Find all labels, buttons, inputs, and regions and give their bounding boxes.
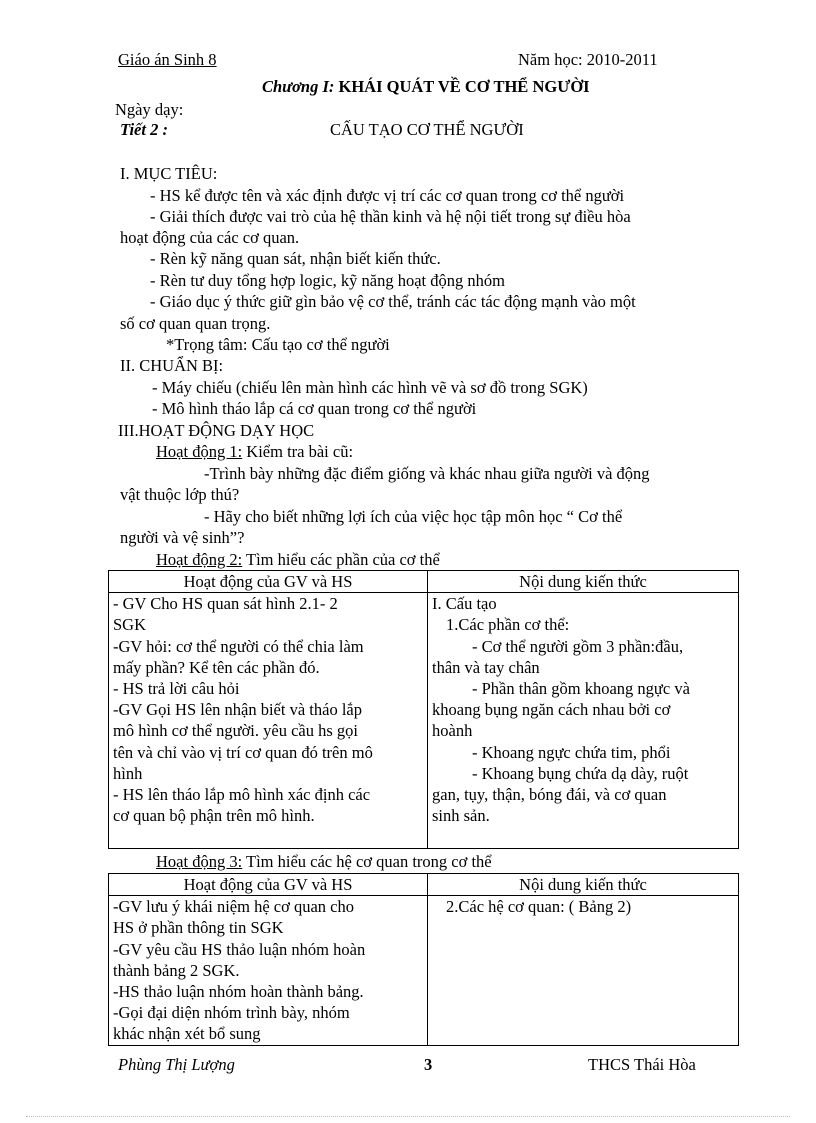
footer-author: Phùng Thị Lượng [118, 1055, 235, 1074]
cell-line: -HS thảo luận nhóm hoàn thành bảng. [113, 982, 364, 1002]
cell-line: mô hình cơ thể người. yêu cầu hs gọi [113, 721, 358, 741]
activity1-text: Kiểm tra bài cũ: [242, 442, 354, 461]
col2-cell [428, 593, 739, 849]
activity2-text: Tìm hiểu các phần của cơ thể [242, 550, 440, 569]
footer-page-number: 3 [424, 1055, 433, 1074]
cell-line: 2.Các hệ cơ quan: ( Bảng 2) [446, 897, 632, 917]
chapter-name: KHÁI QUÁT VỀ CƠ THỂ NGƯỜI [338, 77, 590, 96]
page-divider [26, 1116, 790, 1117]
col1-cell [109, 593, 428, 849]
activity1-heading [156, 441, 353, 462]
cell-line: - Phần thân gồm khoang ngực và [472, 679, 690, 699]
cell-line: thành bảng 2 SGK. [113, 960, 240, 980]
cell-line: SGK [113, 615, 147, 635]
table-header-row [109, 571, 739, 593]
objective-line: - Giải thích được vai trò của hệ thần kinh và hệ nội tiết trong sự điều hòa [150, 207, 631, 226]
table-header-row [109, 874, 739, 896]
focus-line: *Trọng tâm: Cấu tạo cơ thể người [166, 335, 390, 354]
section-preparation: II. CHUẨN BỊ: [120, 356, 224, 375]
col1-header: Hoạt động của GV và HS [109, 571, 428, 593]
cell-line: cơ quan bộ phận trên mô hình. [113, 806, 315, 826]
col2-header: Nội dung kiến thức [428, 571, 739, 593]
col1-cell [109, 896, 428, 1045]
objective-line: hoạt động của các cơ quan. [120, 228, 300, 247]
activity1-label: Hoạt động 1: [156, 442, 243, 461]
cell-line: - Khoang bụng chứa dạ dày, ruột [472, 763, 689, 783]
col2-cell [428, 896, 739, 1045]
cell-line: khác nhận xét bổ sung [113, 1024, 261, 1044]
header-left: Giáo án Sinh 8 [118, 50, 217, 69]
section-activities: III.HOẠT ĐỘNG DẠY HỌC [118, 421, 315, 440]
cell-line: hình [113, 763, 143, 783]
cell-line: - Khoang ngực chứa tim, phổi [472, 742, 671, 762]
cell-line: - Cơ thể người gồm 3 phần:đầu, [472, 636, 684, 656]
cell-line: 1.Các phần cơ thể: [446, 615, 570, 635]
lesson-title: CẤU TẠO CƠ THỂ NGƯỜI [330, 120, 524, 139]
activity2-table [108, 570, 739, 849]
preparation-item: - Máy chiếu (chiếu lên màn hình các hình vẽ và sơ đồ trong SGK) [152, 378, 588, 397]
cell-line: hoành [432, 721, 473, 741]
cell-line: -GV hỏi: cơ thể người có thể chia làm [113, 636, 364, 656]
cell-line: -GV Gọi HS lên nhận biết và tháo lắp [113, 700, 362, 720]
objective-line: - Rèn kỹ năng quan sát, nhận biết kiến thức. [150, 249, 441, 268]
cell-line: sinh sản. [432, 806, 490, 826]
cell-line: -Gọi đại diện nhóm trình bày, nhóm [113, 1003, 350, 1023]
cell-line: I. Cấu tạo [432, 594, 497, 614]
cell-line: -GV yêu cầu HS thảo luận nhóm hoàn [113, 939, 366, 959]
objective-line: - Giáo dục ý thức giữ gìn bảo vệ cơ thể, tránh các tác động mạnh vào một [150, 292, 636, 311]
table-row [109, 896, 739, 1045]
section-objectives: I. MỤC TIÊU: [120, 164, 218, 183]
cell-line: thân và tay chân [432, 657, 540, 677]
activity3-text: Tìm hiểu các hệ cơ quan trong cơ thể [242, 852, 492, 871]
activity3-table [108, 873, 739, 1046]
activity3-label: Hoạt động 3: [156, 852, 243, 871]
activity3-heading [156, 851, 492, 872]
objective-line: - HS kể được tên và xác định được vị trí các cơ quan trong cơ thể người [150, 186, 625, 205]
cell-line: - GV Cho HS quan sát hình 2.1- 2 [113, 594, 338, 614]
header-right: Năm học: 2010-2011 [518, 50, 658, 69]
cell-line: HS ở phần thông tin SGK [113, 918, 284, 938]
cell-line: - HS trả lời câu hỏi [113, 679, 240, 699]
activity2-heading [156, 549, 440, 570]
chapter-title [262, 77, 590, 97]
col1-header: Hoạt động của GV và HS [109, 874, 428, 896]
preparation-item: - Mô hình tháo lắp cá cơ quan trong cơ thể người [152, 399, 477, 418]
activity2-label: Hoạt động 2: [156, 550, 243, 569]
lesson-label: Tiết 2 : [120, 120, 168, 139]
activity1-question: người và vệ sinh”? [120, 528, 245, 547]
col2-header: Nội dung kiến thức [428, 874, 739, 896]
cell-line: mấy phần? Kể tên các phần đó. [113, 657, 320, 677]
cell-line: gan, tụy, thận, bóng đái, và cơ quan [432, 785, 667, 805]
footer-school: THCS Thái Hòa [588, 1055, 696, 1074]
date-label: Ngày dạy: [115, 100, 184, 119]
table-row [109, 593, 739, 849]
objective-line: số cơ quan quan trọng. [120, 314, 271, 333]
activity1-question: - Hãy cho biết những lợi ích của việc học tập môn học “ Cơ thể [204, 507, 623, 526]
cell-line: -GV lưu ý khái niệm hệ cơ quan cho [113, 897, 354, 917]
cell-line: khoang bụng ngăn cách nhau bởi cơ [432, 700, 671, 720]
cell-line: tên và chỉ vào vị trí cơ quan đó trên mô [113, 742, 373, 762]
objective-line: - Rèn tư duy tổng hợp logic, kỹ năng hoạt động nhóm [150, 271, 505, 290]
activity1-question: -Trình bày những đặc điểm giống và khác nhau giữa người và động [204, 464, 650, 483]
chapter-prefix: Chương I: [262, 77, 335, 96]
activity1-question: vật thuộc lớp thú? [120, 485, 240, 504]
cell-line: - HS lên tháo lắp mô hình xác định các [113, 785, 371, 805]
